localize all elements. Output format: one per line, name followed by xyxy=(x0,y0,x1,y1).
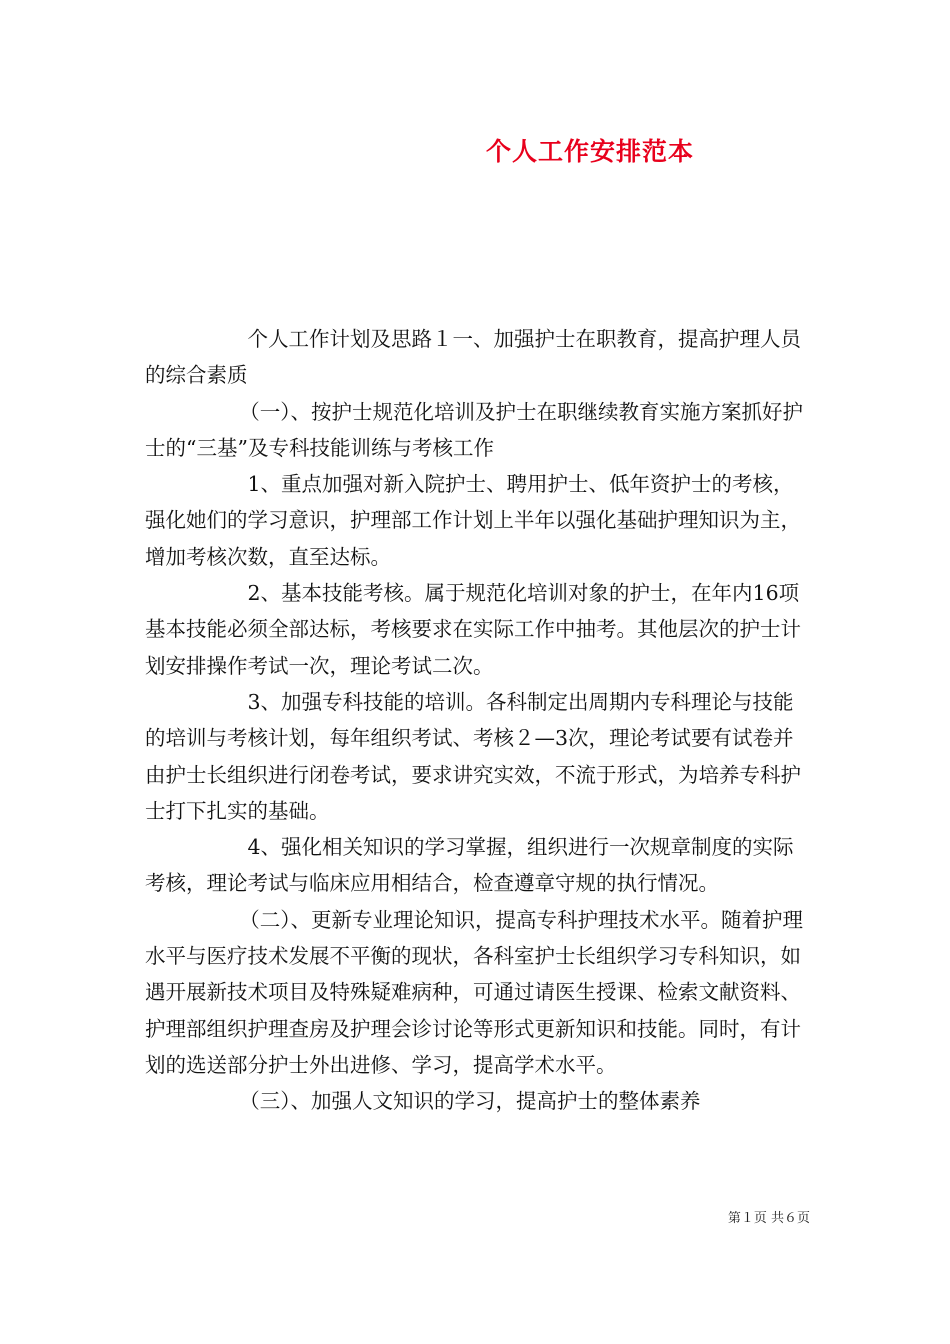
paragraph-section-three: （三）、加强人文知识的学习，提高护士的整体素养 xyxy=(239,1089,701,1114)
paragraph-plan-intro: 个人工作计划及思路１一、加强护士在职教育，提高护理人员的综合素质 xyxy=(145,327,801,388)
paragraph-item-3: 3、加强专科技能的培训。各科制定出周期内专科理论与技能的培训与考核计划，每年组织考试、考核２—3次，理论考试要有试卷并由护士长组织进行闭卷考试，要求讲究实效，不流于形式，为培养专科护士打下扎实的基础。 xyxy=(145,689,801,823)
paragraph-section-one: （一）、按护士规范化培训及护士在职继续教育实施方案抓好护士的“三基”及专科技能训练与考核工作 xyxy=(145,399,804,460)
document-body xyxy=(145,321,810,1120)
paragraph-section-two: （二）、更新专业理论知识，提高专科护理技术水平。随着护理水平与医疗技术发展不平衡的现状，各科室护士长组织学习专科知识，如遇开展新技术项目及特殊疑难病种，可通过请医生授课、检索文献资料、护理部组织护理查房及护理会诊讨论等形式更新知识和技能。同时，有计划的选送部分护士外出进修、学习，提高学术水平。 xyxy=(145,907,804,1077)
document-title: 个人工作安排范本 xyxy=(485,137,694,166)
paragraph-item-1: 1、重点加强对新入院护士、聘用护士、低年资护士的考核，强化她们的学习意识，护理部工作计划上半年以强化基础护理知识为主，增加考核次数，直至达标。 xyxy=(145,472,801,569)
paragraph-item-4: 4、强化相关知识的学习掌握，组织进行一次规章制度的实际考核，理论考试与临床应用相结合，检查遵章守规的执行情况。 xyxy=(145,835,794,896)
paragraph-item-2: 2、基本技能考核。属于规范化培训对象的护士，在年内16项基本技能必须全部达标，考核要求在实际工作中抽考。其他层次的护士计划安排操作考试一次，理论考试二次。 xyxy=(145,581,801,678)
page-number: 第１页 共６页 xyxy=(727,1211,810,1226)
